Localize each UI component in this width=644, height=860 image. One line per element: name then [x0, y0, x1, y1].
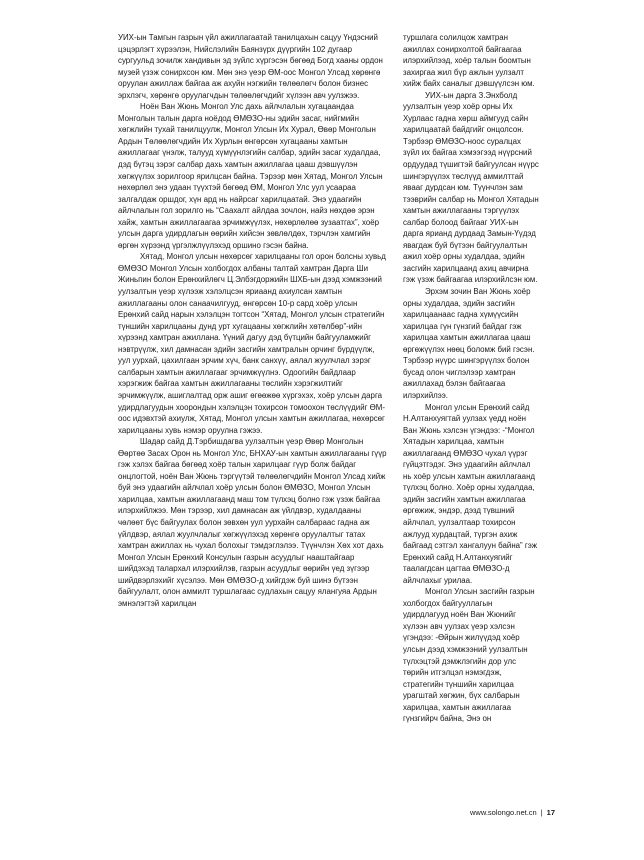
article-column-right — [403, 32, 539, 725]
article-paragraph: Ноён Ван Жюнь Монгол Улс дахь айлчлалын хугацаандаа Монголын талын дарга ноёдод ӨМӨЗО-ны эдийн засаг, нийгмийн хөгжлийн тухай танилцуулж, Монгол Улсын Их Хурал, Өвөр Монголын Ардын Төлөөлөгчдийн Их Хурлын өнгөрсөн хугацааны хамтын ажиллагааг үнэлж, талууд хүмүүнлэгийн салбар, эдийн засаг худалдаа, дэд бүтэц зэрэг салбар дахь хамтын ажиллагаа цааш дэвшүүлэн хөгжүүлэх зорилгоор ярилцсан байна. Тэрээр мөн Хятад, Монгол Улсын нөхөрлөл энэ удаан түүхтэй бөгөөд ӨМ, Монгол Улс уул усаараа залгалдаж оршдог, хүн ард нь найрсаг харилцаатай. Энэ удаагийн айлчлалын гол зорилго нь “Саахалт айлдаа зочлон, найз нөхдөө эрэн хайж, хамтын ажиллагаагаа эрчимжүүлэх, нөхөрлөлөө зузаатгах”, хоёр улсын дарга удирдлагын өөрийн хийсэн зөвлөлдөх, тэрчлэн хамгийн өргөн хүрээнд үргэлжлүүлэхэд оршино гэсэн байна. — [118, 102, 383, 250]
page-footer — [470, 808, 590, 817]
article-paragraph: УИХ-ын Тамгын газрын үйл ажиллагаатай танилцахын сацуу Үндэсний цэцэрлэгт хүрээлэн, Нийслэлийн Баянзүрх дүүргийн 102 дугаар сургуульд зочилж хандивын эд зүйлс хүргэсэн бөгөөд Богд хааны ордон музей үзэж сонирхсон юм. Мөн энэ үеэр ӨМ-оос Монгол Улсад хөрөнгө оруулан ажиллаж байгаа аж ахуйн нэгжийн төлөөлөгч болон бизнес эрхлэгч, хөрөнгө оруулагчдын төлөөлөгчдийг хүлээн авч уулзжээ. — [118, 33, 383, 100]
footer-separator: | — [540, 808, 543, 817]
article-paragraph: Хятад, Монгол улсын нөхөрсөг харилцааны гол орон болсны хувьд ӨМӨЗО Монгол Улсын холбогдох албаны талтай хамтран Дарга Ши Жиньпин болон Ерөнхийлөгч Ц.Элбэгдоржийн ШХБ-ын дээд хэмжээний уулзалтын үеэр хүлээж хэлэлцсэн яриаанд ахиулсан хамтын ажиллагааны олон санаачилгууд, өнгөрсөн 10-р сард хоёр улсын Ерөнхий сайд нарын хэлэлцэн тогтсон “Хятад, Монгол улсын стратегийн түншийн харилцааны дунд урт хугацааны хөгжлийн хөтөлбөр”-ийн хүрээнд хамтран ажиллана. Үүний дагуу дэд бүтцийн байгууламжийг нэвтрүүлж, хил дамнасан эдийн засгийн хамтралын орчинг бүрдүүлж, уул уурхай, цахилгаан эрчим хүч, банк санхүү, аялал жуулчлал зэрэг салбарын хамтын ажиллагааг эрчимжүүлнэ. Одоогийн байдлаар хэрэгжиж байгаа хамтын ажиллагааны төслийн хэрэгжилтийг эрчимжүүлж, ашиглалтад орж ашиг өгөөжөө хүргэхэх, хоёр улсын дарга удирдлагуудын хоорондын хэлэлцэн тохирсон томоохон төслүүдийг ӨМ-оос идэвхтэй ахиулж, Хятад, Монгол улсын хамтын ажиллагаа, нөхөрсөг харилцааны хувь нэмэр оруулна гэжээ. — [118, 252, 386, 435]
article-paragraph: туршлага солилцож хамтран ажиллах сонирхолтой байгаагаа илэрхийлээд, хоёр талын боомтын захиргаа жил бүр ажлын уулзалт хийж байх саналыг дэвшүүлсэн юм. — [403, 33, 535, 89]
article-paragraph: Шадар сайд Д.Тэрбишдагва уулзалтын үеэр Өвөр Монголын Өөртөө Засах Орон нь Монгол Улс, БНХАУ-ын хамтын ажиллагааны гүүр гэж хэлэх байгаа бөгөөд хоёр талын харилцааг гүүр болж байдаг онцлогтой, ноён Ван Жюнь тэргүүтэй төлөөлөгчдийн Монгол Улсад хийж буй энэ удаагийн айлчлал хоёр улсын болон ӨМӨЗО, Монгол Улсын харилцаа, хамтын ажиллагаанд маш том түлхэц болно гэж үзэж байгаа илэрхийлжээ. Мөн тэрээр, хил дамнасан аж үйлдвэр, худалдааны чөлөөт бүс байгуулах болон зөвхөн уул уурхайн салбараас гадна аж үйлдвэр, аялал жуулчлалыг хөгжүүлэхэд хөрөнгө оруулалтыг татах хамтран ажиллах нь чухал болохыг тэмдэглэлээ. Түүнчлэн Хөх хот дахь Монгол Улсын Ерөнхий Консулын газрын асуудлыг нааштайгаар шийдэхэд талархал илэрхийлэв, газрын асуудлыг өөрийн үед зүгээр шийдвэрлэхийг хүсэлээ. Мөн ӨМӨЗО-д хийгдэж буй шинэ бүтээн байгуулалт, олон аммилт туршлагаас судлахын сацуу ялангуяа Ардын эмнэлэгтэй харилцан — [118, 437, 387, 608]
article-paragraph: Монгол улсын Ерөнхий сайд Н.Алтанхуягтай уулзах үедд ноён Ван Жюнь хэлсэн үгэндээ: -“Монгол Хятадын харилцаа, хамтын ажиллагаанд ӨМӨЗО чухал үүрэг гүйцэтгэдэг. Энэ удаагийн айлчлал нь хоёр улсын хамтын ажиллагаанд түлхэц болно. Хоёр орны худалдаа, эдийн засгийн хамтын ажиллагаа өргөжиж, эндэр, дэзд түвшний айлчлал, уулзалтаар тохирсон ажлууд хурдацтай, түргэн ахиж байгаад сэтгэл хангалуун байна” гэж Ерөнхий сайд Н.Алтанхуягийг таалагдсан цагтаа ӨМӨЗО-д айлчлахыг урилаа. — [403, 402, 538, 585]
article-paragraph: УИХ-ын дарга З.Энхболд уулзалтын үеэр хоёр орны Их Хурлаас гадна хөрш аймгууд сайн харилцаатай байдгийг онцолсон. Тэрбээр ӨМӨЗО-ноос суралцах зүйл их байгаа хэмээгээд нүүрсний ордуудад түшигтэй байгуулсан нүүрс шингэрүүлэх төслүүд аммилттай явааг дурдсан юм. Түүнчлэн зам тээврийн салбар нь Монгол Хятадын хамтын ажиллагааны тэргүүлэх салбар болоод байгааг УИХ-ын дарга ярианд дурдаад Замын-Үүдэд явагдаж буй бүтээн байгуулалтын ажил хоёр орны худалдаа, эдийн засгийн харилцаанд ахиц авчирна гэж үзэж байгаагаа илэрхийлсэн юм. — [403, 90, 539, 285]
page-number: 17 — [546, 808, 556, 817]
article-paragraph: Монгол Улсын засгийн газрын холбогдох байгууллагын удирдлагууд ноён Ван Жюнийг хүлээн авч уулзах үеэр хэлсэн үгэндээ: -Өйрын жилүүдэд хоёр улсын дээд хэмжээний уулзалтын түлхэцтэй дэмжлэгийн дор улс төрийн итгэлцэл нэмэгдэж, стратегийн түншийн харилцаа урагштай хөгжин, бүх салбарын харилцаа, хамтын ажиллагаа гүнзгийрч байна, Энэ он — [403, 587, 535, 724]
article-paragraph: Эрхэм зочин Ван Жюнь хоёр орны худалдаа, эдийн засгийн харилцаанаас гадна хүмүүсийн харилцаа гүн гүнзгий байдаг гэж харилцаа хамтын ажиллагаа цааш өргөжүүлэх нөөц боломж бий гэсэн. Тэрбээр нүүрс шингэрүүлэх болон бусад олон чиглэлээр хамтран ажиллахад бэлэн байгаагаа илэрхийлээ. — [403, 287, 535, 400]
article-column-left — [118, 32, 388, 609]
footer-url: www.solongo.net.cn — [470, 808, 537, 817]
